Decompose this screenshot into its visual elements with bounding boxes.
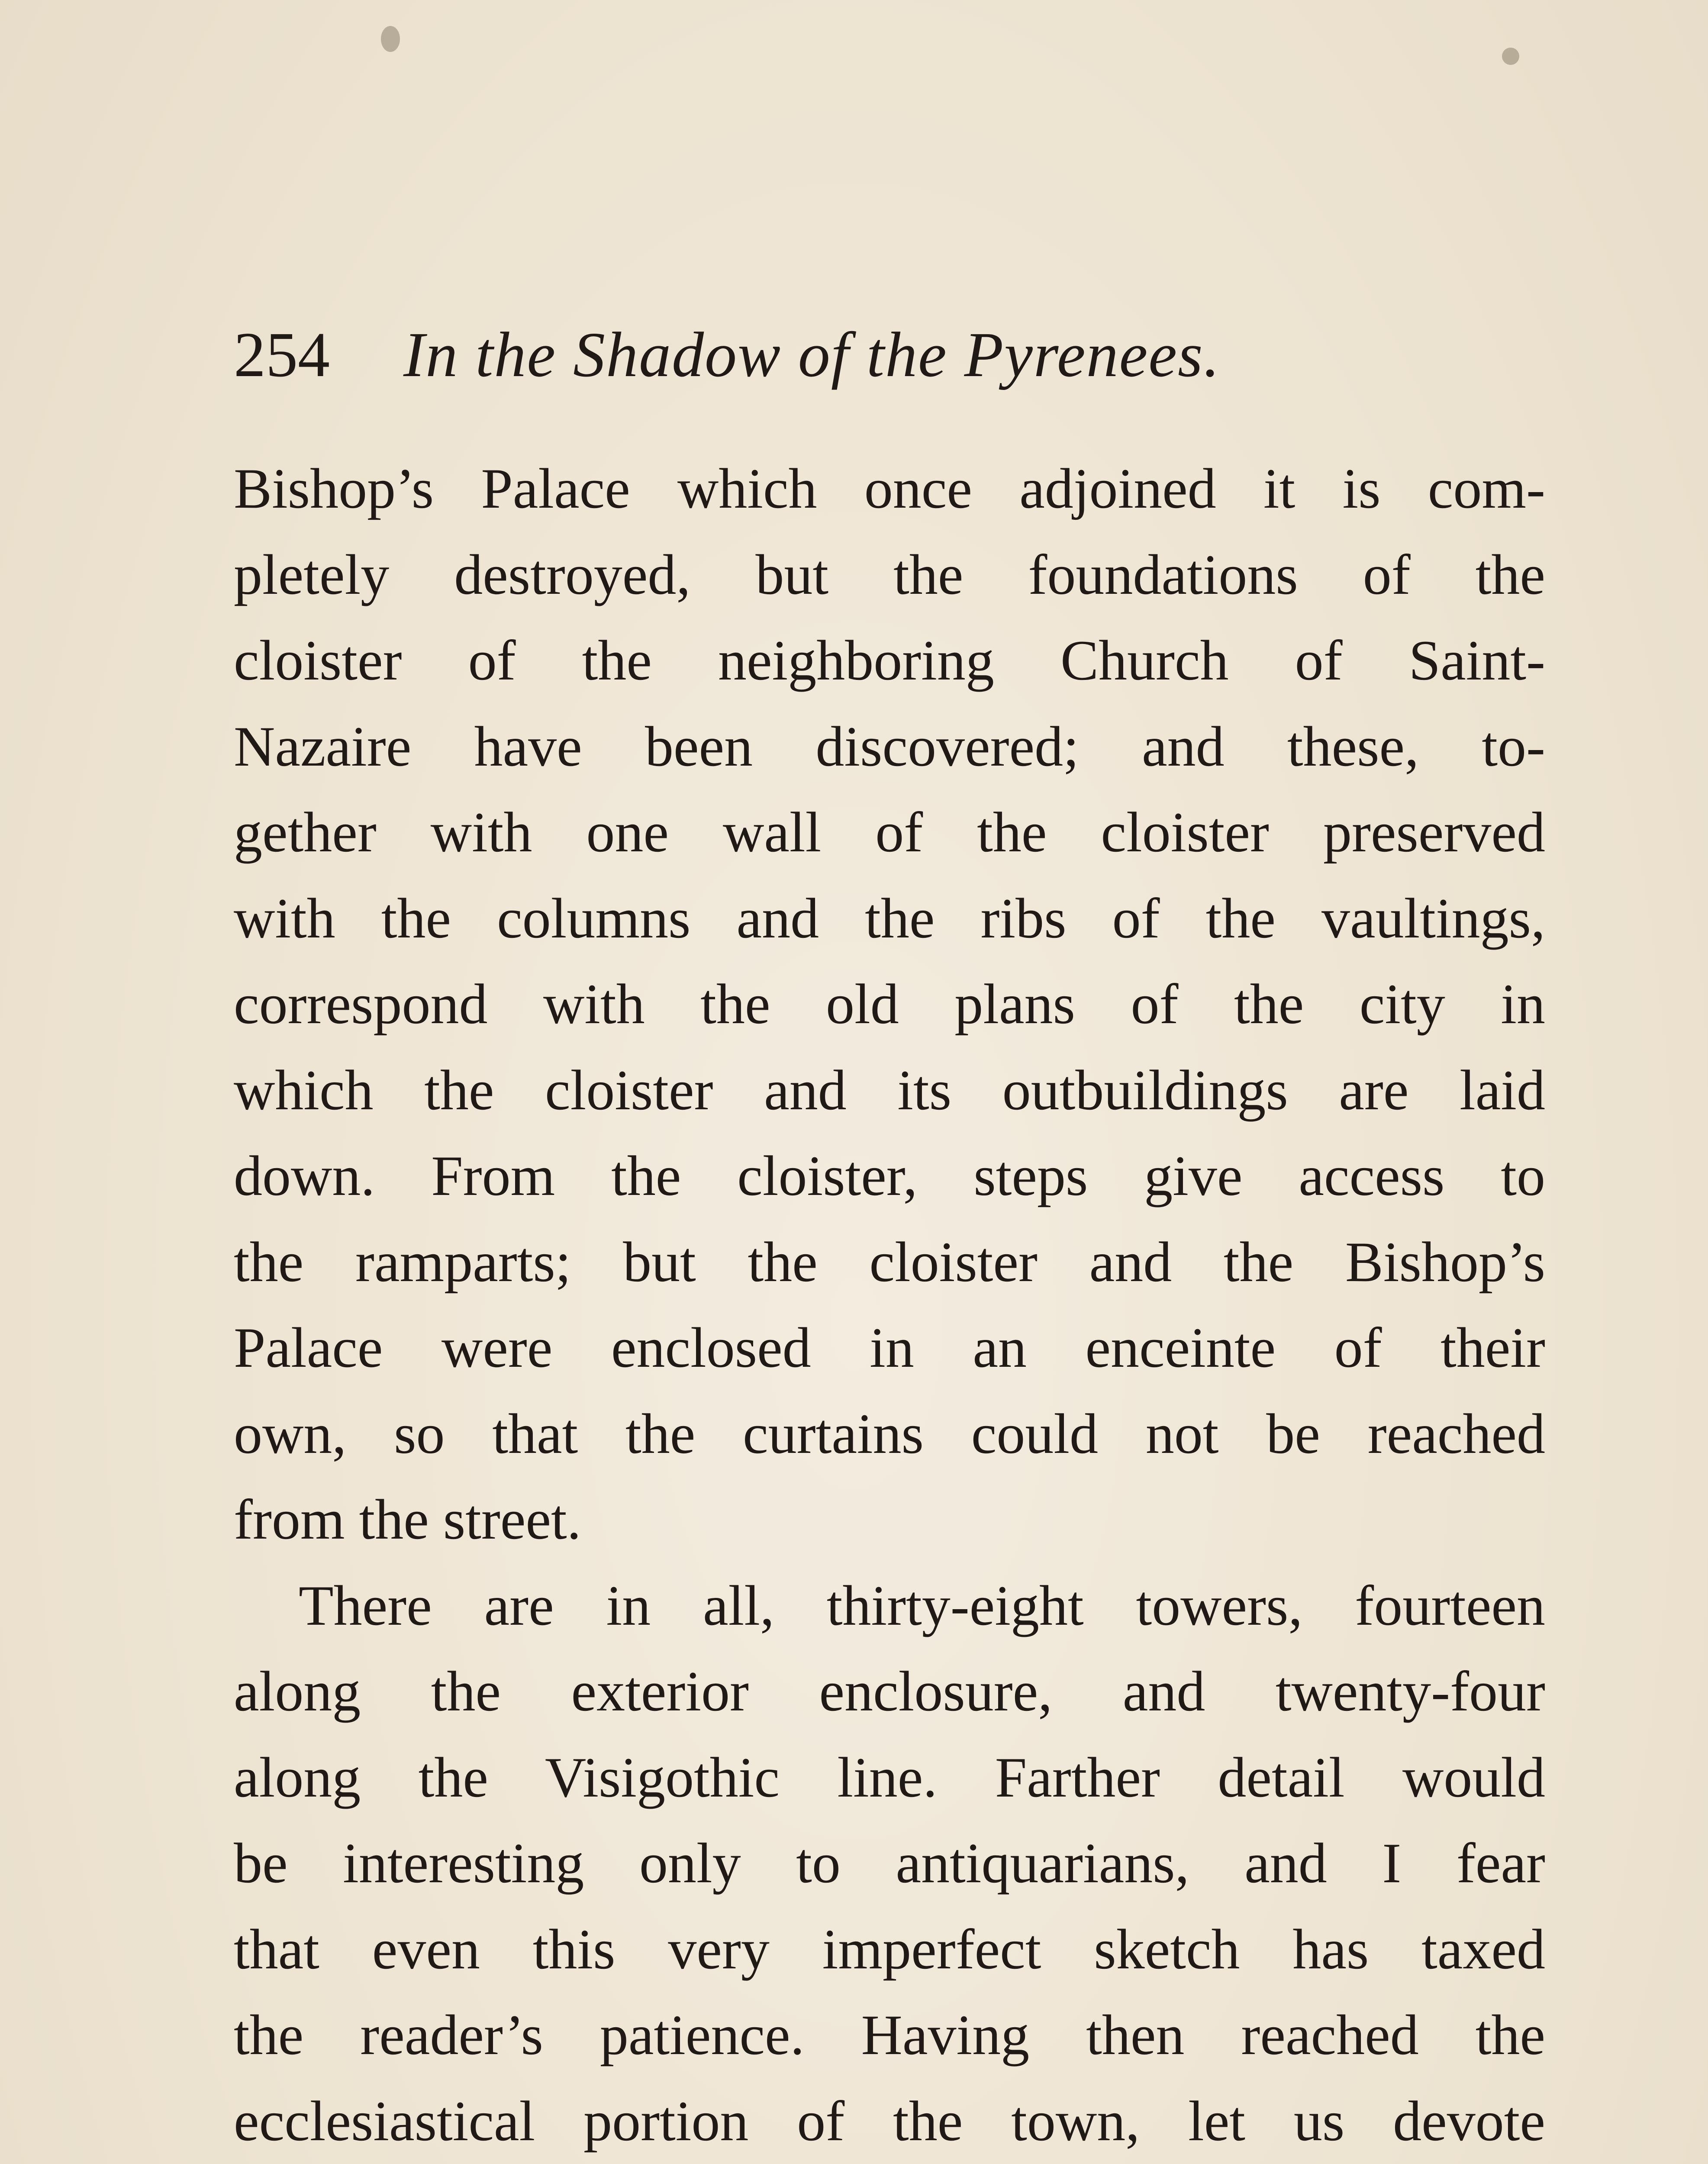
text-line: Bishop’s Palace which once adjoined it is com- [234,457,1545,520]
text-line: be interesting only to antiquarians, and I fear [234,1831,1545,1895]
text-line: pletely destroyed, but the foundations of the [234,542,1545,606]
paragraph [234,1563,1545,2164]
text-line: There are in all, thirty-eight towers, fourteen [299,1573,1545,1637]
text-line: along the Visigothic line. Farther detail would [234,1745,1545,1809]
text-line: with the columns and the ribs of the vaultings, [234,886,1545,950]
paper-speck [381,26,400,52]
text-line: down. From the cloister, steps give access to [234,1144,1545,1208]
text-line: along the exterior enclosure, and twenty-four [234,1659,1545,1723]
text-line: ecclesiastical portion of the town, let us devote [234,2089,1545,2153]
text-line: Nazaire have been discovered; and these, to- [234,714,1545,778]
book-title: In the Shadow of the Pyrenees. [403,319,1221,390]
text-line: the ramparts; but the cloister and the Bishop’s [234,1230,1545,1294]
text-line: the reader’s patience. Having then reached the [234,2003,1545,2067]
text-line: own, so that the curtains could not be reached [234,1401,1545,1465]
paragraph [234,446,1545,1563]
text-line: which the cloister and its outbuildings are laid [234,1058,1545,1122]
text-line: gether with one wall of the cloister preserved [234,800,1545,864]
text-line: Palace were enclosed in an enceinte of their [234,1316,1545,1379]
text-line: from the street. [234,1488,581,1551]
text-line: correspond with the old plans of the city in [234,972,1545,1036]
running-head [234,312,1550,398]
text-line: cloister of the neighboring Church of Saint- [234,628,1545,692]
page-number: 254 [234,319,330,390]
body-text [234,446,1545,2164]
text-line: that even this very imperfect sketch has taxed [234,1917,1545,1981]
paper-speck [1502,48,1519,65]
